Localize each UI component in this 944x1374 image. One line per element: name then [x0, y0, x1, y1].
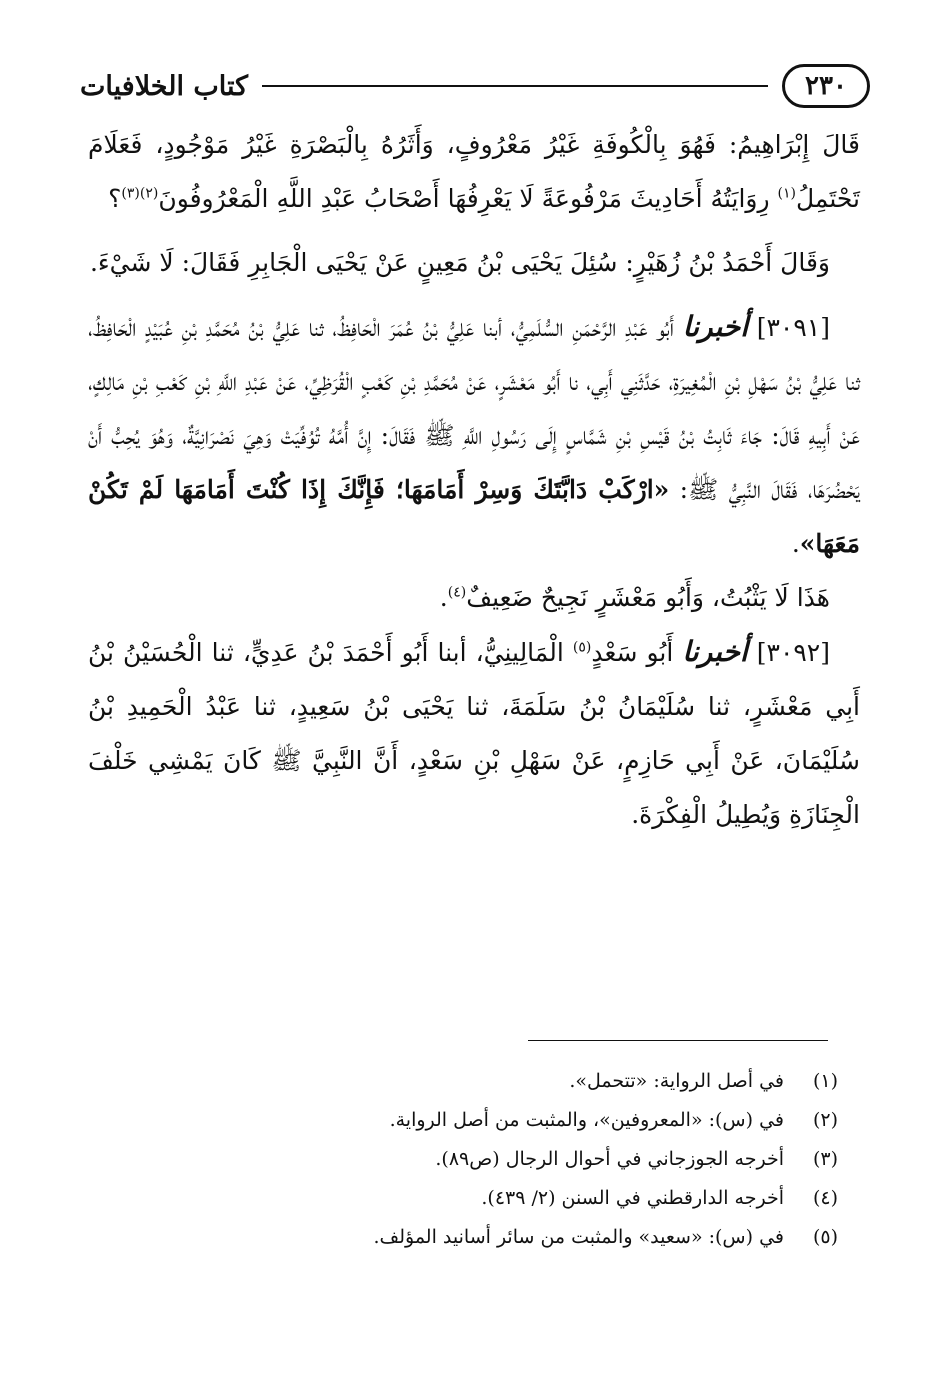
hadith-end: . — [791, 529, 800, 558]
footnote-text: أخرجه الدارقطني في السنن (٢/ ٤٣٩). — [481, 1187, 784, 1209]
hadith-number: [٣٠٩٢] — [756, 638, 830, 667]
footnote-number: (٥) — [812, 1226, 838, 1248]
paragraph-end: . — [439, 583, 448, 612]
footnote-text: في (س): «سعيد» والمثبت من سائر أسانيد المؤلف. — [373, 1226, 784, 1248]
paragraph-ruling — [88, 571, 860, 625]
footnote-number: (٤) — [812, 1187, 838, 1209]
footnote-ref-1: (١) — [777, 185, 796, 202]
footnote-ref-2-3: (٢)(٣) — [121, 185, 159, 202]
footnote-ref-5: (٥) — [572, 639, 592, 656]
page-number: ٢٣٠ — [782, 64, 870, 108]
akhbarana-word: أخبرنا — [682, 310, 748, 343]
paragraph-ibrahim — [88, 118, 860, 226]
footnote-text: في (س): «المعروفين»، والمثبت من أصل الرواية. — [389, 1109, 784, 1131]
paragraph-text: قَالَ إِبْرَاهِيمُ: فَهُوَ بِالْكُوفَةِ غَيْرُ مَعْرُوفٍ، وَأَثَرُهُ بِالْبَصْرَةِ غَيْرُ مَوْجُودٍ، فَعَلَامَ تَحْتَمِلُ — [88, 130, 861, 213]
footnote-number: (٢) — [812, 1109, 838, 1131]
paragraph-text: رِوَايَتُهُ أَحَادِيثَ مَرْفُوعَةً لَا يَعْرِفُهَا أَصْحَابُ عَبْدِ اللَّهِ الْمَعْرُوفُونَ — [158, 184, 778, 213]
hadith-text: الْمَالِينِيُّ، أبنا أَبُو أَحْمَدَ بْنُ عَدِيٍّ، ثنا الْحُسَيْنُ بْنُ أَبِي مَعْشَرٍ، ثنا سُلَيْمَانُ بْنُ سَلَمَةَ، ثنا يَحْيَى بْنُ سَعِيدٍ، ثنا عَبْدُ الْحَمِيدِ بْنُ سُلَيْمَانَ، عَنْ أَبِي حَازِمٍ، عَنْ سَهْلِ بْنِ سَعْدٍ، أَنَّ النَّبِيَّ ﷺ كَانَ يَمْشِي خَلْفَ الْجِنَازَةِ وَيُطِيلُ الْفِكْرَةَ. — [88, 638, 860, 829]
hadith-text: أَبُو سَعْدٍ — [591, 638, 683, 667]
hadith-3091 — [88, 300, 860, 571]
paragraph-text: ؟ — [108, 184, 122, 213]
paragraph-text: هَذَا لَا يَثْبُتُ، وَأَبُو مَعْشَرٍ نَجِيحٌ ضَعِيفٌ — [466, 583, 830, 612]
prophet-quote: «ارْكَبْ دَابَّتَكَ وَسِرْ أَمَامَهَا؛ فَإِنَّكَ إِذَا كُنْتَ أَمَامَهَا لَمْ تَكُنْ مَعَهَا» — [88, 475, 860, 558]
header-rule — [262, 85, 768, 87]
footnote-number: (١) — [812, 1070, 838, 1092]
main-text — [88, 118, 860, 842]
hadith-number: [٣٠٩١] — [756, 313, 830, 342]
footnote-text: في أصل الرواية: «تتحمل». — [569, 1070, 784, 1092]
footnote-5 — [180, 1218, 838, 1257]
footnote-2 — [180, 1101, 838, 1140]
hadith-3092 — [88, 625, 860, 842]
hadith-text: أَبُو عَبْدِ الرَّحْمَنِ السُّلَمِيُّ، أبنا عَلِيُّ بْنُ عُمَرَ الْحَافِظُ، ثنا عَلِيُّ بْنُ مُحَمَّدِ بْنِ عُبَيْدٍ الْحَافِظُ، ثنا عَلِيُّ بْنُ سَهْلِ بْنِ الْمُغِيرَةِ، حَدَّثَنِي أَبِي، نا أَبُو مَعْشَرٍ، عَنْ مُحَمَّدِ بْنِ كَعْبٍ الْقُرَظِيِّ، عَنْ عَبْدِ اللَّهِ بْنِ كَعْبِ بْنِ مَالِكٍ، عَنْ أَبِيهِ قَالَ: جَاءَ ثَابِتُ بْنُ قَيْسِ بْنِ شَمَّاسٍ إِلَى رَسُولِ اللَّهِ ﷺ فَقَالَ: إِنَّ أُمَّهُ تُوُفِّيَتْ وَهِيَ نَصْرَانِيَّةٌ، وَهُوَ يُحِبُّ أَنْ يَحْضُرَهَا، فَقَالَ النَّبِيُّ ﷺ: — [88, 313, 860, 504]
footnote-ref-4: (٤) — [447, 584, 467, 601]
footnote-1 — [180, 1062, 838, 1101]
book-title: كتاب الخلافيات — [80, 70, 249, 102]
paragraph-ahmad: وَقَالَ أَحْمَدُ بْنُ زُهَيْرٍ: سُئِلَ يَحْيَى بْنُ مَعِينٍ عَنْ يَحْيَى الْجَابِرِ فَقَالَ: لَا شَيْءَ. — [89, 248, 830, 277]
footnote-3 — [180, 1140, 838, 1179]
footnote-4 — [180, 1179, 838, 1218]
footnote-divider — [528, 1040, 828, 1041]
running-header — [80, 60, 870, 112]
footnote-number: (٣) — [812, 1148, 838, 1170]
akhbarana-word: أخبرنا — [682, 635, 748, 668]
footnotes-list — [180, 1062, 838, 1257]
footnote-text: أخرجه الجوزجاني في أحوال الرجال (ص٨٩). — [435, 1148, 784, 1170]
